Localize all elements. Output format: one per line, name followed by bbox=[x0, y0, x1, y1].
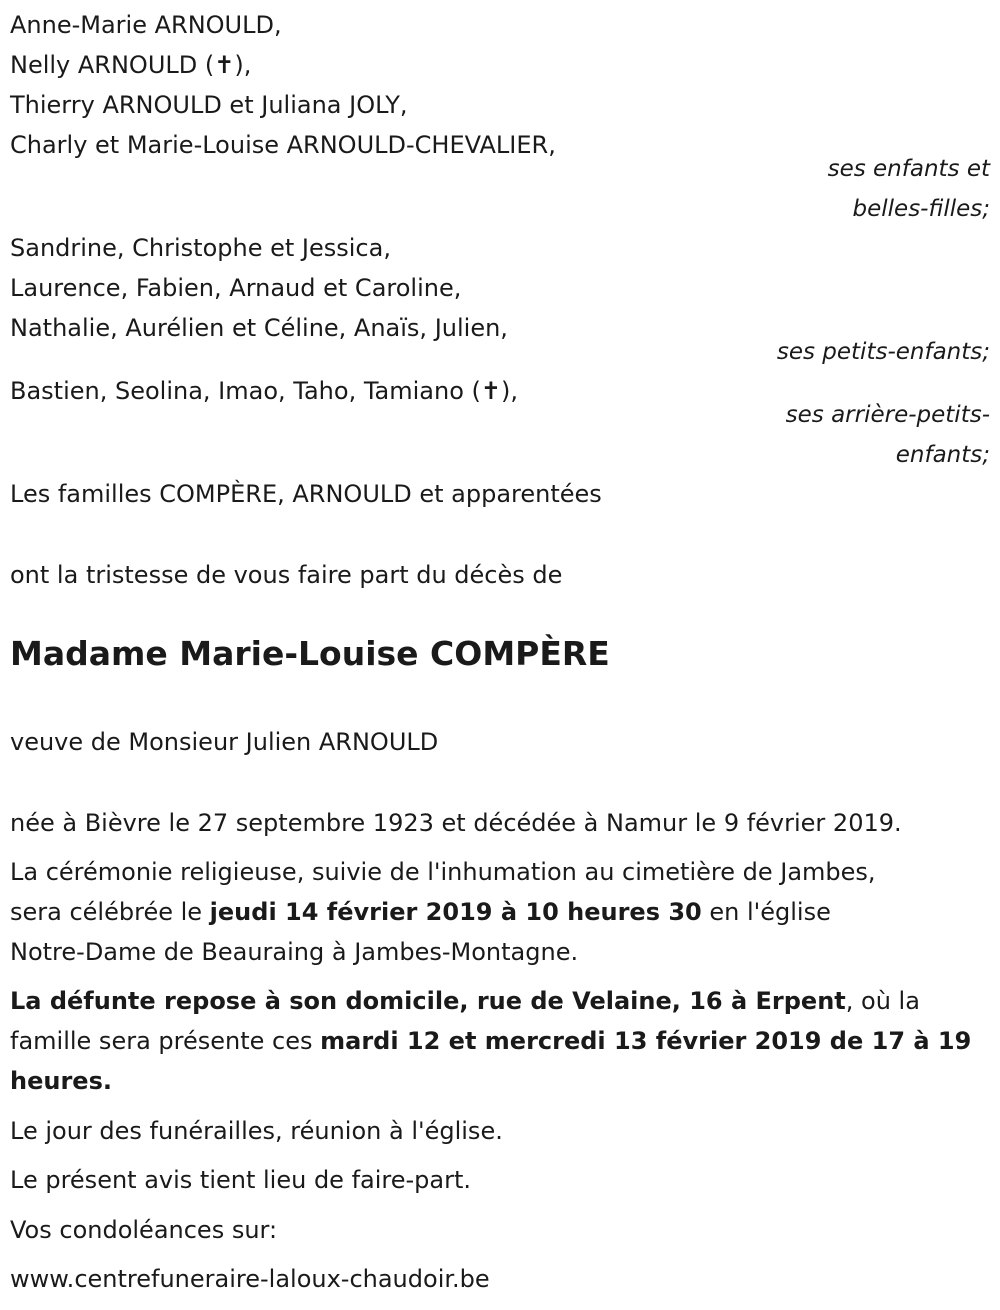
ceremony-line-1: La cérémonie religieuse, suivie de l'inhumation au cimetière de Jambes, bbox=[10, 858, 876, 886]
widow-of-line: veuve de Monsieur Julien ARNOULD bbox=[10, 728, 439, 756]
announcement-line: ont la tristesse de vous faire part du décès de bbox=[10, 561, 563, 589]
repose-line-2-pre: famille sera présente ces bbox=[10, 1027, 321, 1055]
grandchildren-line-3: Nathalie, Aurélien et Céline, Anaïs, Julien, bbox=[10, 314, 508, 342]
families-line: Les familles COMPÈRE, ARNOULD et apparentées bbox=[10, 480, 602, 508]
children-role-line-1: ses enfants et bbox=[827, 156, 990, 182]
repose-line-1 bbox=[10, 981, 920, 1021]
grandchildren-role: ses petits-enfants; bbox=[776, 339, 990, 365]
children-line-4: Charly et Marie-Louise ARNOULD-CHEVALIER, bbox=[10, 131, 556, 159]
ceremony-line-2 bbox=[10, 892, 831, 932]
condolences-label: Vos condoléances sur: bbox=[10, 1216, 278, 1244]
deceased-name: Madame Marie-Louise COMPÈRE bbox=[10, 634, 610, 673]
repose-line-2 bbox=[10, 1021, 971, 1061]
repose-visiting-end: heures. bbox=[10, 1067, 112, 1095]
children-role-line-2: belles-filles; bbox=[852, 196, 990, 222]
children-line-3: Thierry ARNOULD et Juliana JOLY, bbox=[10, 91, 408, 119]
funeral-meeting-line: Le jour des funérailles, réunion à l'église. bbox=[10, 1117, 503, 1145]
condolences-url: www.centrefuneraire-laloux-chaudoir.be bbox=[10, 1265, 490, 1293]
children-line-2: Nelly ARNOULD (✝), bbox=[10, 51, 252, 79]
birth-death-line: née à Bièvre le 27 septembre 1923 et décédée à Namur le 9 février 2019. bbox=[10, 809, 902, 837]
ceremony-line-2-pre: sera célébrée le bbox=[10, 898, 210, 926]
ceremony-date: jeudi 14 février 2019 à 10 heures 30 bbox=[209, 898, 702, 926]
ceremony-line-3: Notre-Dame de Beauraing à Jambes-Montagne. bbox=[10, 938, 579, 966]
repose-address: La défunte repose à son domicile, rue de Velaine, 16 à Erpent bbox=[10, 987, 846, 1015]
repose-line-1-post: , où la bbox=[845, 987, 920, 1015]
great-grandchildren-line-1: Bastien, Seolina, Imao, Taho, Tamiano (✝), bbox=[10, 377, 518, 405]
repose-line-3 bbox=[10, 1061, 112, 1101]
children-line-1: Anne-Marie ARNOULD, bbox=[10, 11, 282, 39]
repose-visiting-dates: mardi 12 et mercredi 13 février 2019 de 17 à 19 bbox=[320, 1027, 972, 1055]
ceremony-line-2-post: en l'église bbox=[701, 898, 831, 926]
notice-line: Le présent avis tient lieu de faire-part. bbox=[10, 1166, 472, 1194]
grandchildren-line-2: Laurence, Fabien, Arnaud et Caroline, bbox=[10, 274, 462, 302]
great-grandchildren-role-line-2: enfants; bbox=[895, 442, 990, 468]
grandchildren-line-1: Sandrine, Christophe et Jessica, bbox=[10, 234, 391, 262]
great-grandchildren-role-line-1: ses arrière-petits- bbox=[785, 402, 990, 428]
